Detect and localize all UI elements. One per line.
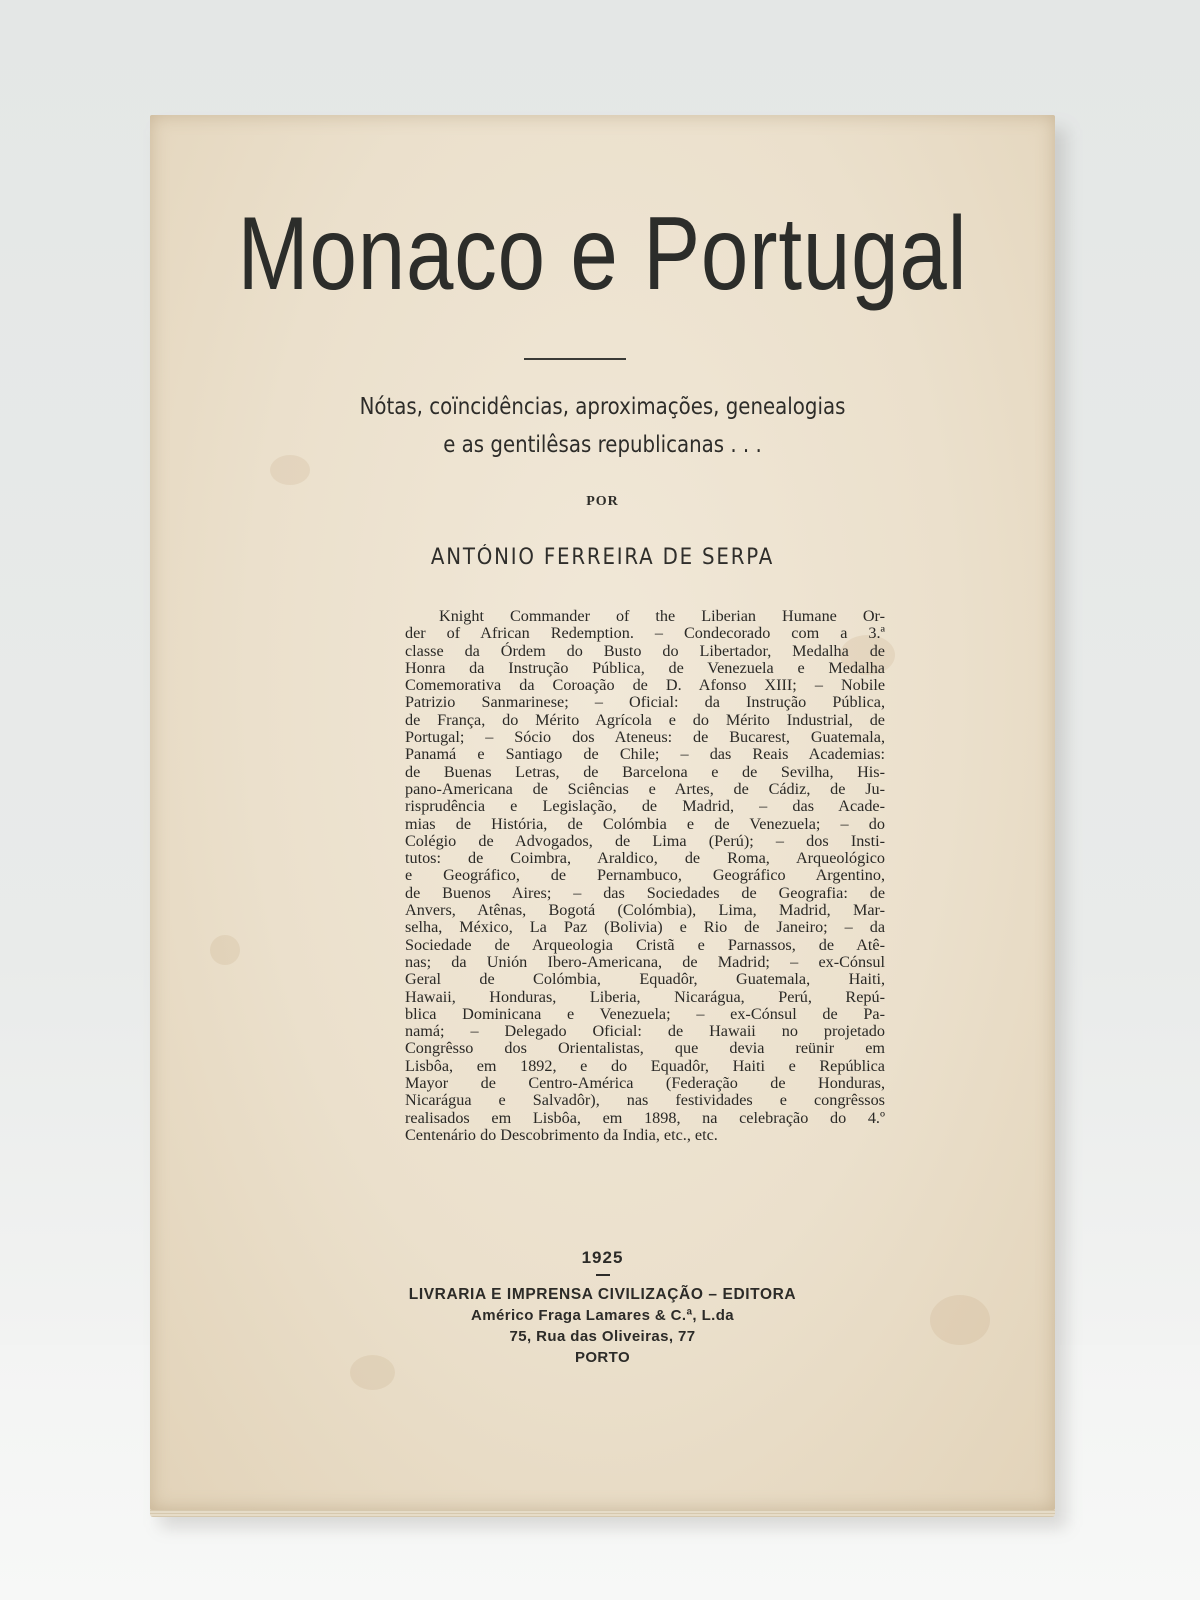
honours-line: Centenário do Descobrimento da India, etc., etc. bbox=[405, 1125, 718, 1144]
honours-line: der of African Redemption. – Condecorado com a 3.ª bbox=[405, 624, 885, 643]
honours-line: risprudência e Legislação, de Madrid, – das Acade- bbox=[405, 797, 885, 816]
book-subtitle bbox=[213, 388, 991, 464]
publication-year: 1925 bbox=[581, 1248, 624, 1267]
publisher-owner: Américo Fraga Lamares & C.ª, L.da bbox=[471, 1306, 734, 1324]
honours-line: Hawaii, Honduras, Liberia, Nicarágua, Perú, Repú- bbox=[405, 987, 885, 1006]
honours-line: realisados em Lisbôa, em 1898, na celebração do 4.º bbox=[405, 1108, 885, 1127]
author-name: ANTÓNIO FERREIRA DE SERPA bbox=[430, 545, 775, 570]
honours-line: blica Dominicana e Venezuela; – ex-Cónsul de Pa- bbox=[405, 1004, 885, 1023]
publisher-address: 75, Rua das Oliveiras, 77 bbox=[509, 1327, 696, 1345]
author-honours bbox=[405, 608, 885, 1144]
honours-line: Congrêsso dos Orientalistas, que devia reünir em bbox=[405, 1039, 885, 1058]
honours-line: Mayor de Centro-América (Federação de Honduras, bbox=[405, 1074, 885, 1093]
honours-line: de França, do Mérito Agrícola e do Mérito Industrial, de bbox=[405, 710, 885, 729]
honours-line: namá; – Delegado Oficial: de Hawaii no projetado bbox=[405, 1022, 885, 1041]
honours-line: Patrizio Sanmarinese; – Oficial: da Instrução Pública, bbox=[405, 693, 885, 712]
honours-line: Knight Commander of the Liberian Humane Or- bbox=[439, 607, 885, 625]
publisher-imprint bbox=[150, 1248, 1055, 1368]
honours-line: selha, México, La Paz (Bolivia) e Rio de Janeiro; – da bbox=[405, 918, 885, 937]
honours-line: tutos: de Coimbra, Araldico, de Roma, Arqueológico bbox=[405, 849, 885, 868]
honours-line: classe da Órdem do Busto do Libertador, Medalha de bbox=[405, 641, 885, 660]
honours-line: Nicarágua e Salvadôr), nas festividades e congrêssos bbox=[405, 1091, 885, 1110]
honours-line: Panamá e Santiago de Chile; – das Reais Academias: bbox=[405, 745, 885, 764]
honours-line: Comemorativa da Coroação de D. Afonso XIII; – Nobile bbox=[405, 676, 885, 695]
honours-line: mias de História, de Colómbia e de Venezuela; – do bbox=[405, 814, 885, 833]
title-divider bbox=[524, 358, 626, 360]
honours-line: Portugal; – Sócio dos Ateneus: de Bucarest, Guatemala, bbox=[405, 728, 885, 747]
honours-line: de Buenas Letras, de Barcelona e de Sevilha, His- bbox=[405, 762, 885, 781]
book-title: Monaco e Portugal bbox=[237, 196, 968, 312]
honours-line: Anvers, Atênas, Bogotá (Colómbia), Lima, Madrid, Mar- bbox=[405, 901, 885, 920]
honours-line: nas; da Unión Ibero-Americana, de Madrid; – ex-Cónsul bbox=[405, 952, 885, 971]
subtitle-line: e as gentilêsas republicanas . . . bbox=[443, 432, 762, 458]
subtitle-line: Nótas, coïncidências, aproximações, genealogias bbox=[359, 394, 846, 420]
year-dash bbox=[596, 1274, 610, 1276]
publisher-name: LIVRARIA E IMPRENSA CIVILIZAÇÃO – EDITORA bbox=[408, 1285, 797, 1303]
honours-line: de Buenos Aires; – das Sociedades de Geografia: de bbox=[405, 883, 885, 902]
publisher-city: PORTO bbox=[574, 1348, 631, 1366]
by-line: POR bbox=[586, 494, 619, 509]
honours-line: Lisbôa, em 1892, e do Equadôr, Haiti e República bbox=[405, 1056, 885, 1075]
honours-line: Colégio de Advogados, de Lima (Perú); – dos Insti- bbox=[405, 831, 885, 850]
honours-line: Honra da Instrução Pública, de Venezuela e Medalha bbox=[405, 658, 885, 677]
honours-line: Sociedade de Arqueologia Cristã e Parnassos, de Atê- bbox=[405, 935, 885, 954]
honours-line: Geral de Colómbia, Equadôr, Guatemala, Haiti, bbox=[405, 970, 885, 989]
honours-line: e Geográfico, de Pernambuco, Geográfico Argentino, bbox=[405, 866, 885, 885]
honours-line: pano-Americana de Sciências e Artes, de Cádiz, de Ju- bbox=[405, 779, 885, 798]
foxing-spot bbox=[210, 935, 240, 965]
